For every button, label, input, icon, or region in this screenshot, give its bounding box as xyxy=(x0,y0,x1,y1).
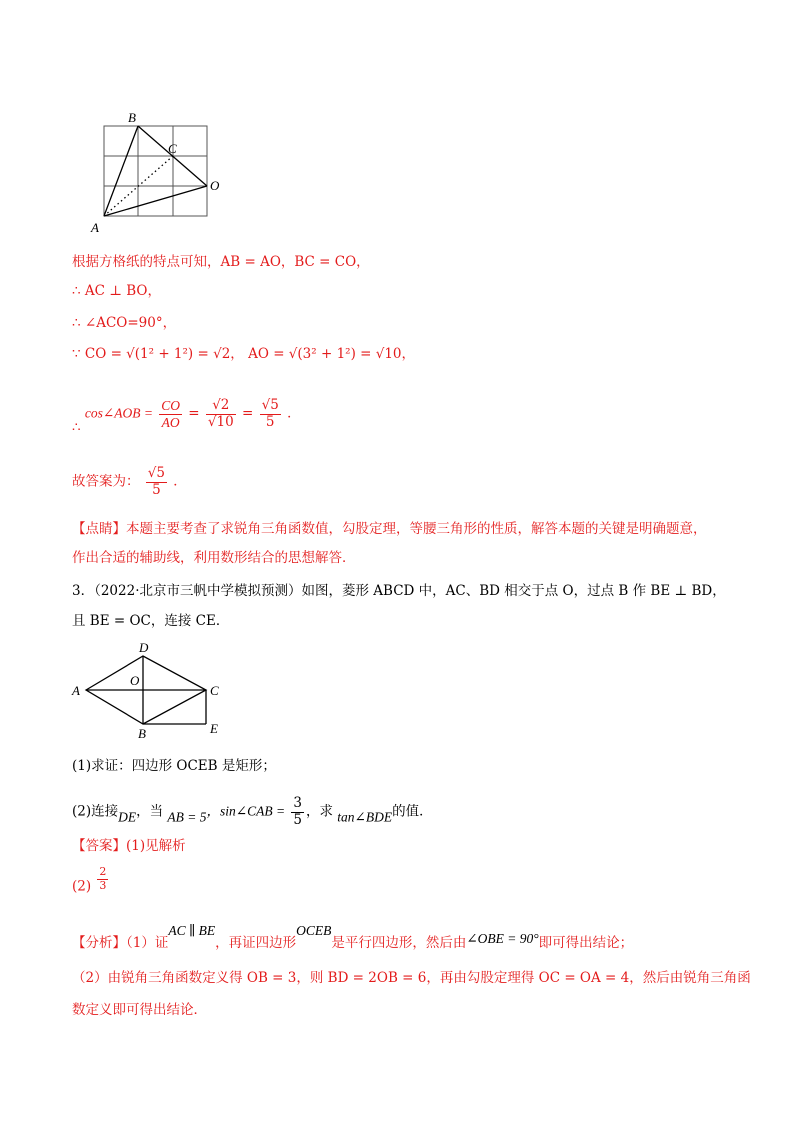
analysis-line-1 xyxy=(72,922,633,953)
fraction-numerator: 2 xyxy=(99,865,107,878)
period: ． xyxy=(287,405,301,422)
fraction-co-ao xyxy=(159,398,182,430)
solution-line-3: ∴ ∠ACO=90°， xyxy=(72,315,177,331)
q2-ab: AB = 5 xyxy=(167,809,207,825)
answer-prefix: 故答案为： xyxy=(72,473,140,490)
fraction-denominator: √10 xyxy=(207,413,234,430)
q2-mid: ，当 xyxy=(136,803,164,820)
analysis-line-2: （2）由锐角三角函数定义得 OB = 3，则 BD = 2OB = 6，再由勾股定理得 OC = OA = 4，然后由锐角三角函 xyxy=(72,970,751,986)
fraction-denominator: 5 xyxy=(293,811,302,828)
cos-expression: cos∠AOB = xyxy=(84,405,153,421)
answer-line xyxy=(72,466,187,498)
label-E: E xyxy=(210,721,218,736)
q2-tan: tan∠BDE xyxy=(337,809,393,825)
answer-part2-fraction xyxy=(97,866,108,892)
fraction-numerator: √5 xyxy=(261,397,279,413)
fraction-root2-root10 xyxy=(206,398,236,430)
grid-figure xyxy=(88,108,228,238)
period: ． xyxy=(173,473,187,490)
solution-line-4 xyxy=(72,346,415,364)
label-D: D xyxy=(139,640,149,655)
fraction-numerator: √5 xyxy=(147,465,165,481)
problem3-line-1: 3．（2022·北京市三帆中学模拟预测）如图，菱形 ABCD 中，AC、BD 相交于点 O，过点 B 作 BE ⊥ BD， xyxy=(72,583,726,599)
analysis-line-3: 数定义即可得出结论． xyxy=(72,1002,207,1018)
analysis-1b: AC ∥ BE xyxy=(168,923,216,938)
therefore-symbol: ∴ xyxy=(72,419,81,436)
analysis-1f: ∠OBE = 90° xyxy=(466,931,539,946)
label-C: C xyxy=(168,141,177,156)
label-O: O xyxy=(130,673,140,688)
label-B: B xyxy=(138,726,146,741)
sin-fraction xyxy=(291,796,304,828)
problem3-line-2: 且 BE = OC，连接 CE． xyxy=(72,613,230,629)
analysis-1e: 是平行四边形，然后由 xyxy=(331,935,467,951)
fraction-numerator: √2 xyxy=(206,398,236,415)
answer-part2 xyxy=(72,866,110,896)
label-A: A xyxy=(91,220,99,235)
fraction-denominator: AO xyxy=(161,414,180,430)
equals-sign: = xyxy=(188,405,200,422)
ao-expression: AO = √(3² + 1²) = √10， xyxy=(248,346,416,362)
q2-prefix: (2)连接 xyxy=(72,803,119,820)
fraction-numerator: 3 xyxy=(293,795,302,811)
label-C: C xyxy=(210,683,219,698)
label-O: O xyxy=(210,178,220,193)
answer-part2-prefix: (2) xyxy=(72,878,92,895)
answer-label: 【答案】(1)见解析 xyxy=(72,838,186,854)
analysis-1g: 即可得出结论； xyxy=(538,935,634,951)
solution-line-5 xyxy=(72,398,301,437)
fraction-denominator: 3 xyxy=(99,878,107,892)
analysis-1a: 【分析】（1）证 xyxy=(72,935,169,951)
solution-line-1: 根据方格纸的特点可知，AB = AO，BC = CO， xyxy=(72,254,370,270)
fraction-numerator: CO xyxy=(161,398,180,413)
q2-end: 的值． xyxy=(392,803,433,820)
co-expression: ∵ CO = √(1² + 1²) = √2， xyxy=(72,346,244,362)
q2-de: DE xyxy=(118,809,137,825)
answer-fraction xyxy=(146,466,167,498)
analysis-1c: ，再证四边形 xyxy=(215,935,297,951)
dianjing-line-2: 作出合适的辅助线，利用数形结合的思想解答． xyxy=(72,550,356,566)
fraction-denominator: 5 xyxy=(152,481,161,498)
analysis-1d: OCEB xyxy=(296,923,332,938)
label-A: A xyxy=(72,683,80,698)
rhombus-figure xyxy=(66,640,236,744)
question-2 xyxy=(72,796,433,828)
equals-sign: = xyxy=(241,405,254,422)
question-1: (1)求证：四边形 OCEB 是矩形； xyxy=(72,758,276,774)
q2-sin: ，sin∠CAB = xyxy=(206,803,286,819)
q2-tan-prefix: ，求 xyxy=(305,803,333,820)
dianjing-line-1: 【点睛】本题主要考查了求锐角三角函数值，勾股定理，等腰三角形的性质，解答本题的关键是明确题意， xyxy=(72,521,707,537)
label-B: B xyxy=(128,110,136,125)
solution-line-2: ∴ AC ⊥ BO， xyxy=(72,283,161,299)
fraction-root5-5 xyxy=(260,398,281,430)
fraction-denominator: 5 xyxy=(265,413,275,430)
